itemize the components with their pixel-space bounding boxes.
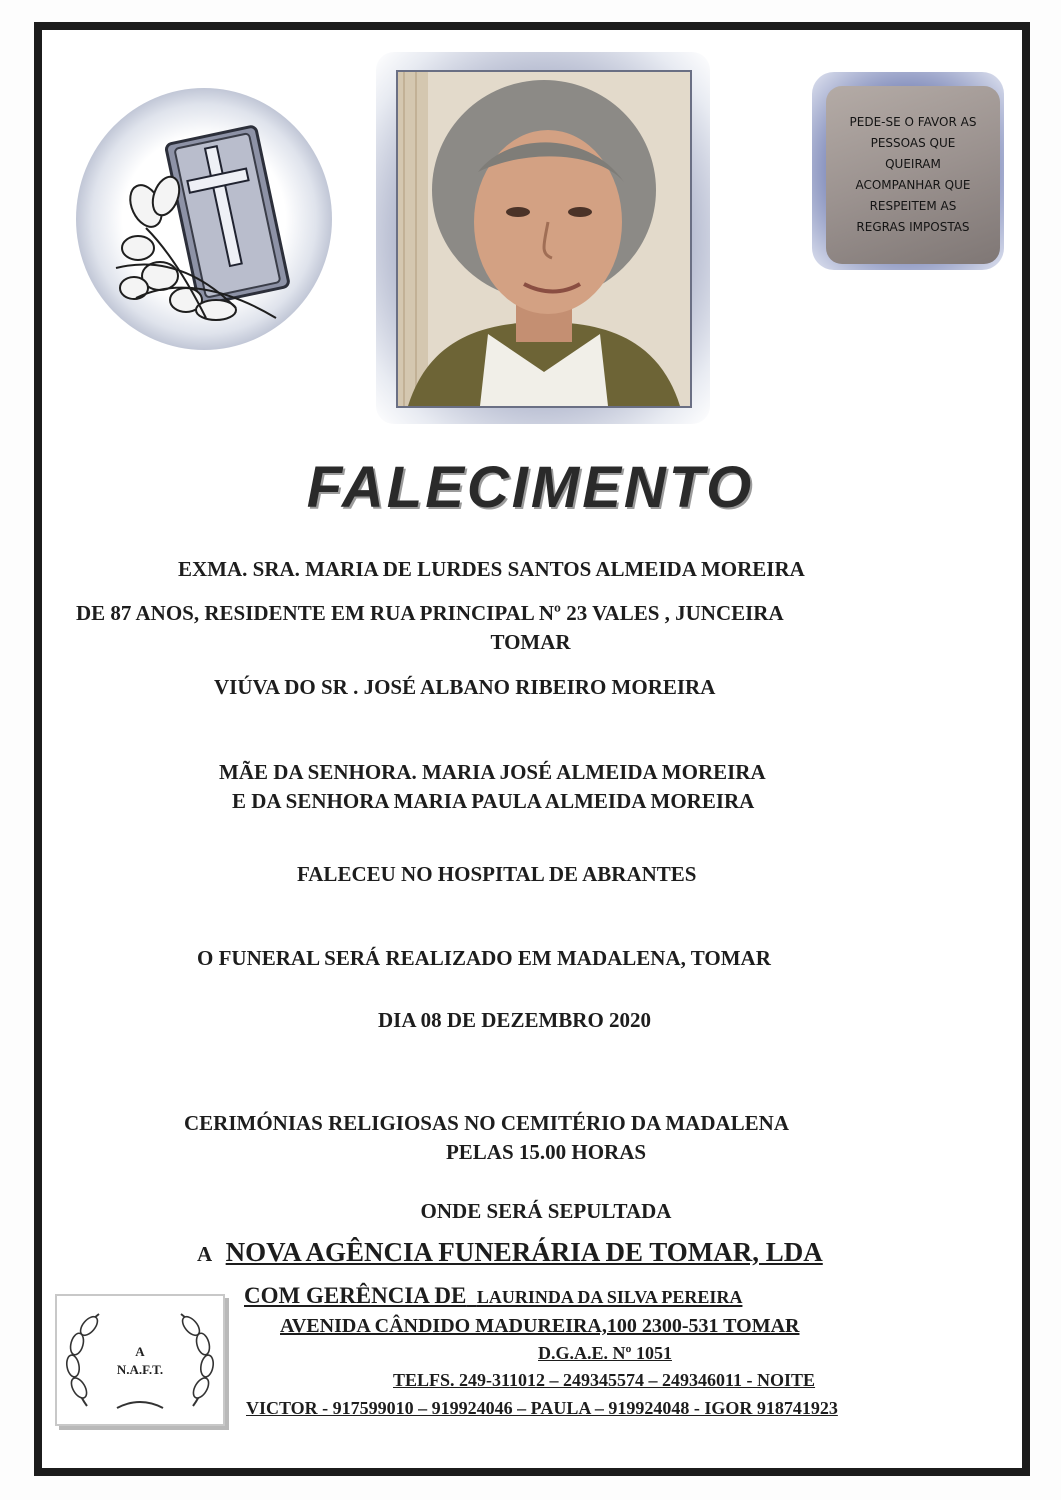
- agency-address: AVENIDA CÂNDIDO MADUREIRA,100 2300-531 TOMAR: [280, 1315, 800, 1337]
- death-place-line: FALECEU NO HOSPITAL DE ABRANTES: [297, 862, 697, 886]
- burial-line: ONDE SERÁ SEPULTADA: [420, 1199, 672, 1223]
- seal-text: N.A.F.T.: [116, 1362, 164, 1377]
- residence-line: DE 87 ANOS, RESIDENTE EM RUA PRINCIPAL Nº 23 VALES , JUNCEIRA: [76, 601, 784, 625]
- phones-line: TELFS. 249-311012 – 249345574 – 249346011 - NOITE: [393, 1370, 816, 1390]
- manager-name: LAURINDA DA SILVA PEREIRA: [476, 1287, 743, 1307]
- laurel-wreath-icon: [57, 1296, 223, 1424]
- funeral-date-line: DIA 08 DE DEZEMBRO 2020: [378, 1008, 652, 1032]
- management-label: COM GERÊNCIA DE: [244, 1283, 467, 1308]
- notice-line: RESPEITEM AS: [869, 199, 957, 213]
- town-line: TOMAR: [490, 630, 571, 654]
- agency-name: NOVA AGÊNCIA FUNERÁRIA DE TOMAR, LDA: [225, 1237, 823, 1267]
- ceremony-time-line: PELAS 15.00 HORAS: [445, 1140, 647, 1164]
- page-title: FALECIMENTO: [306, 455, 755, 520]
- deceased-name-line: EXMA. SRA. MARIA DE LURDES SANTOS ALMEIDA MOREIRA: [178, 557, 805, 581]
- notice-box: [826, 86, 1000, 264]
- portrait-photo: [396, 70, 692, 408]
- notice-line: PESSOAS QUE: [870, 136, 956, 150]
- widow-line: VIÚVA DO SR . JOSÉ ALBANO RIBEIRO MOREIRA: [214, 675, 716, 699]
- agency-prefix: A: [197, 1242, 213, 1266]
- family-line-1: MÃE DA SENHORA. MARIA JOSÉ ALMEIDA MOREIRA: [219, 760, 766, 784]
- notice-line: ACOMPANHAR QUE: [855, 178, 971, 192]
- dgae-number: D.G.A.E. Nº 1051: [538, 1343, 672, 1363]
- ceremony-line: CERIMÓNIAS RELIGIOSAS NO CEMITÉRIO DA MADALENA: [184, 1111, 790, 1135]
- seal-letter: A: [135, 1344, 145, 1359]
- cross-and-lilies-icon: [76, 88, 332, 350]
- family-line-2: E DA SENHORA MARIA PAULA ALMEIDA MOREIRA: [232, 789, 755, 813]
- notice-line: PEDE-SE O FAVOR AS: [849, 115, 977, 129]
- notice-line: QUEIRAM: [885, 157, 941, 171]
- notice-line: REGRAS IMPOSTAS: [856, 220, 970, 234]
- agency-line: [197, 1237, 823, 1268]
- funeral-place-line: O FUNERAL SERÁ REALIZADO EM MADALENA, TOMAR: [197, 946, 771, 970]
- management-line: [244, 1283, 742, 1309]
- agency-seal: [55, 1294, 225, 1426]
- night-contacts-line: VICTOR - 917599010 – 919924046 – PAULA – 919924048 - IGOR 918741923: [246, 1398, 838, 1418]
